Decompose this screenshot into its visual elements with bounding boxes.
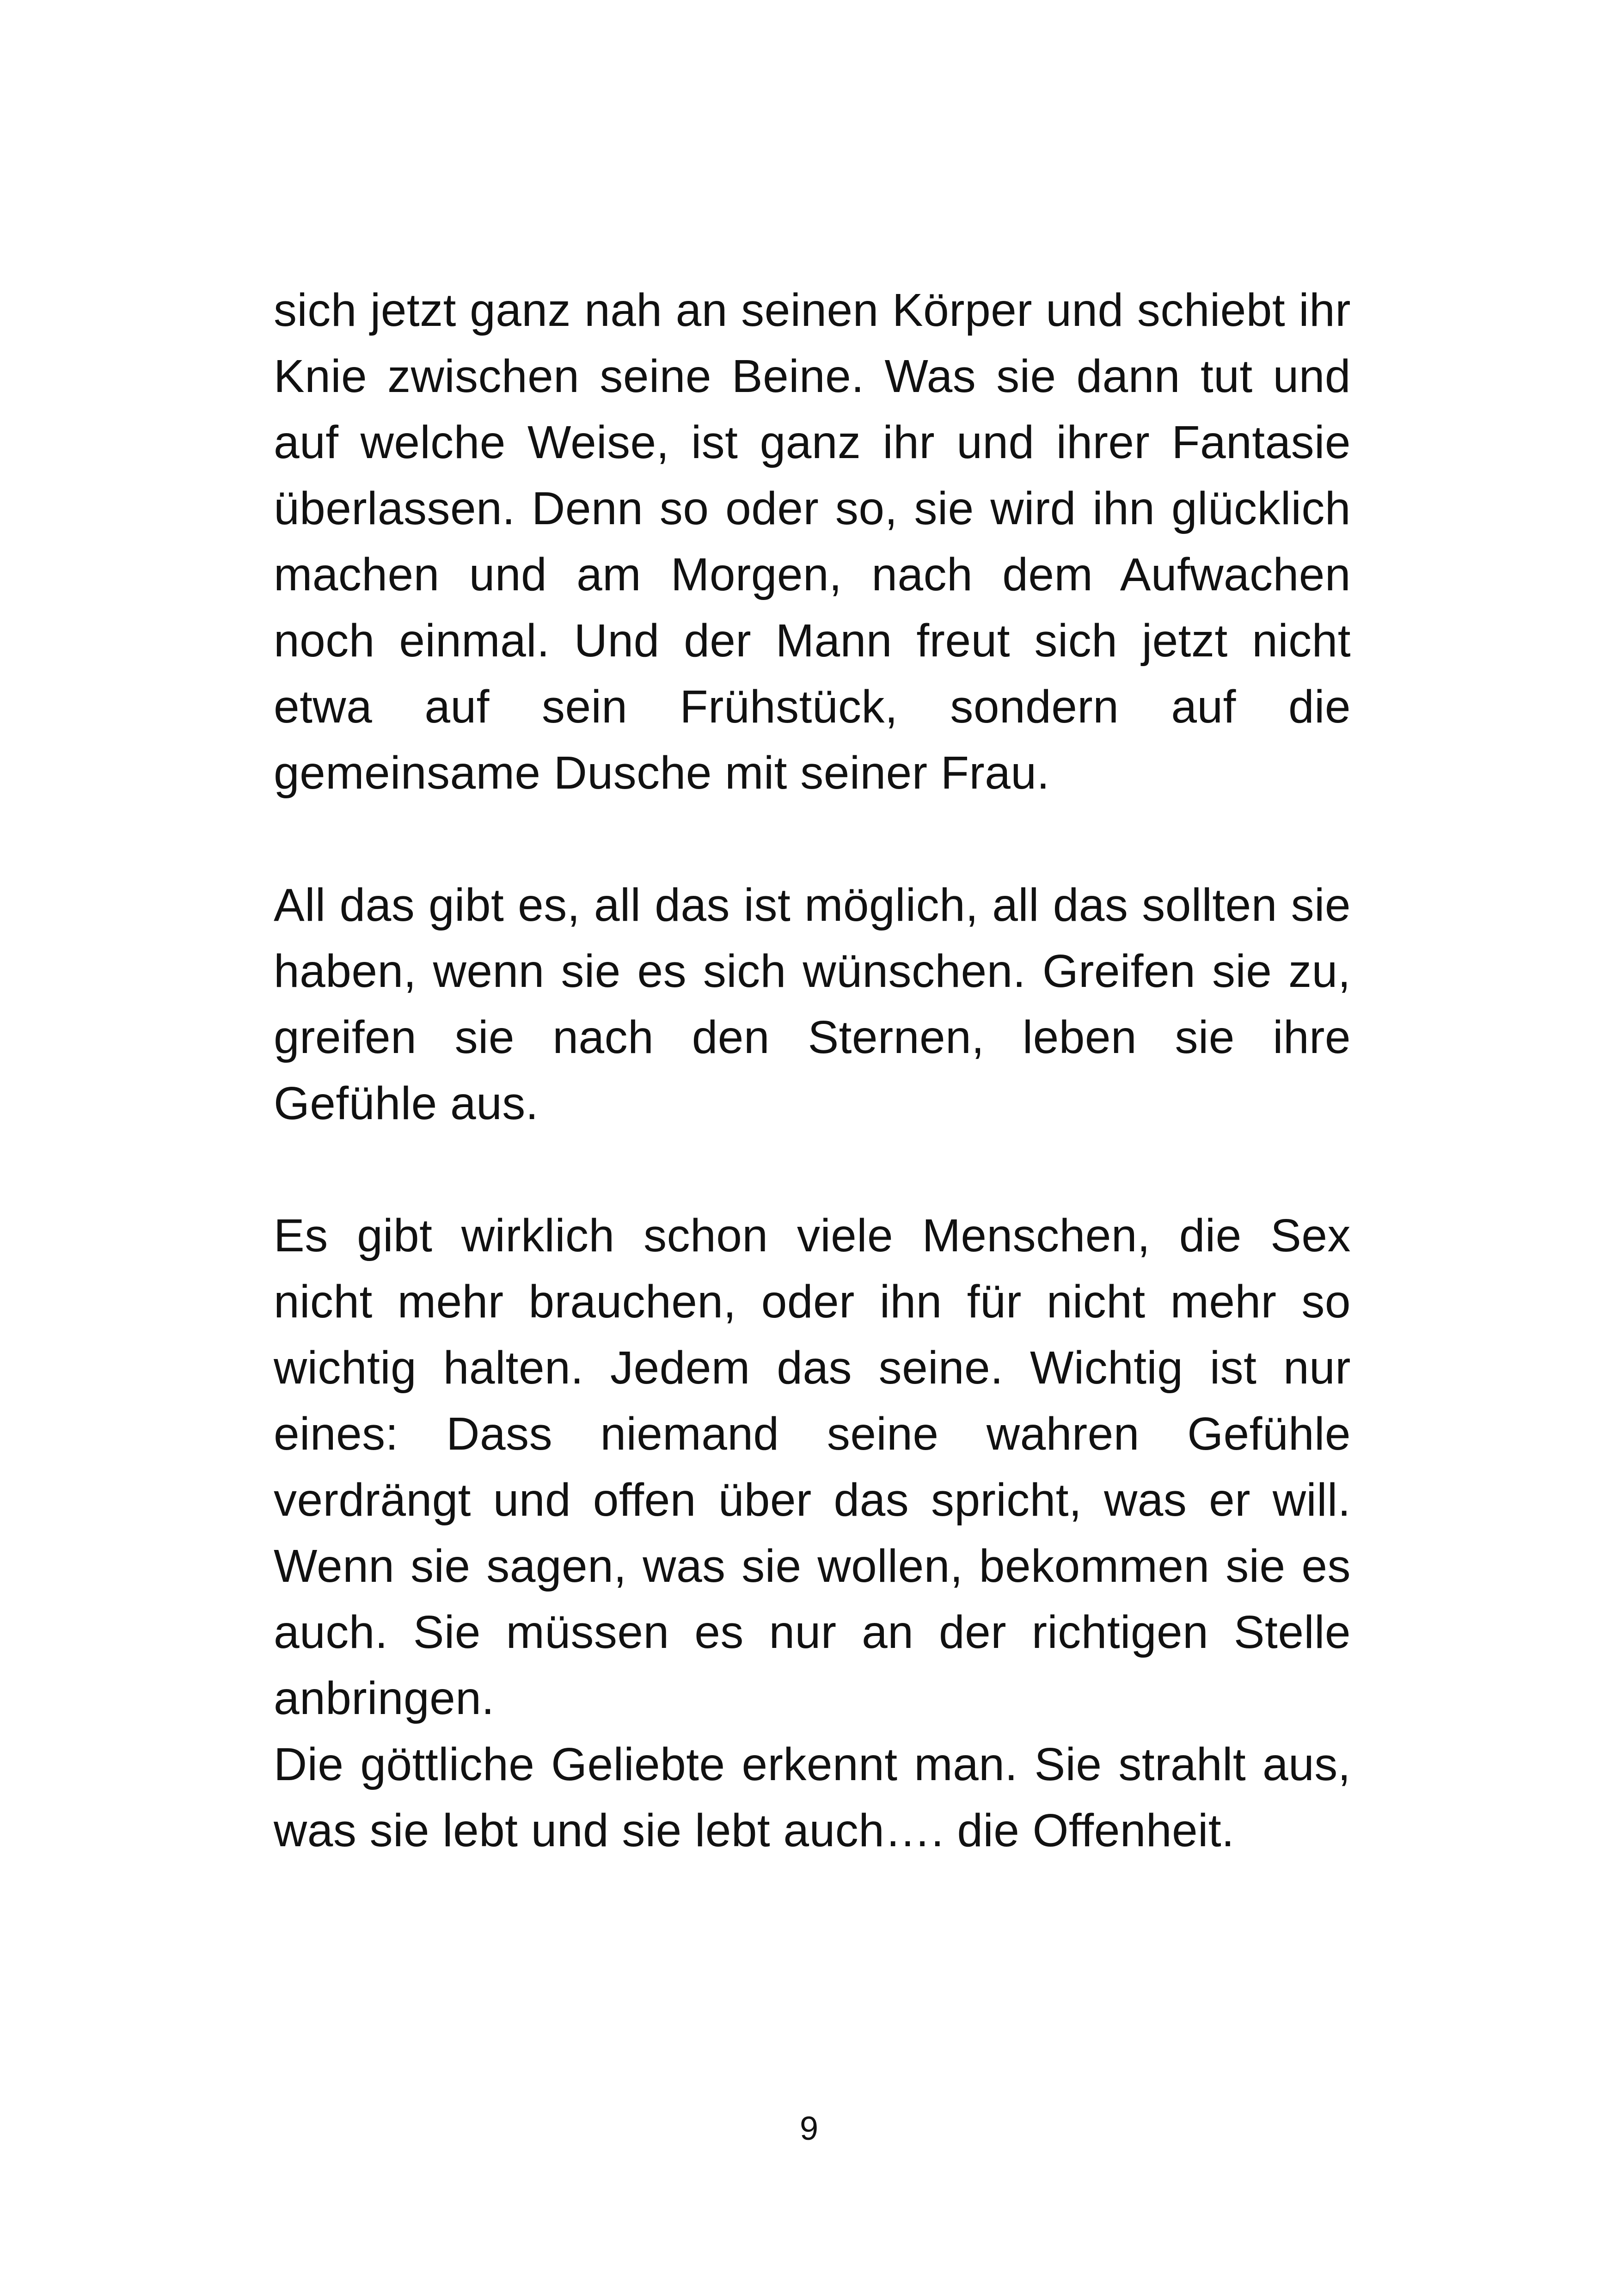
paragraph-3: Es gibt wirklich schon viele Menschen, die Sex nicht mehr brauchen, oder ihn für nicht mehr so wichtig halten. Jedem das seine. Wichtig ist nur eines: Dass niemand seine wahren Gefühle verdrängt und offen über das spricht, was er will. Wenn sie sagen, was sie wollen, bekommen sie es auch. Sie müssen es nur an der richtigen Stelle anbringen. [274, 1210, 1351, 1724]
page-number: 9 [799, 2110, 819, 2147]
paragraph-2: All das gibt es, all das ist möglich, all das sollten sie haben, wenn sie es sich wünschen. Greifen sie zu, greifen sie nach den Sternen, leben sie ihre Gefühle aus. [274, 879, 1351, 1129]
paragraph-4: Die göttliche Geliebte erkennt man. Sie strahlt aus, was sie lebt und sie lebt auch…. die Offenheit. [274, 1739, 1351, 1856]
page-body [274, 277, 1351, 1864]
paragraph-1: sich jetzt ganz nah an seinen Körper und schiebt ihr Knie zwischen seine Beine. Was sie dann tut und auf welche Weise, ist ganz ihr und ihrer Fantasie überlassen. Denn so oder so, sie wird ihn glücklich machen und am Morgen, nach dem Aufwachen noch einmal. Und der Mann freut sich jetzt nicht etwa auf sein Frühstück, sondern auf die gemeinsame Dusche mit seiner Frau. [274, 284, 1351, 799]
